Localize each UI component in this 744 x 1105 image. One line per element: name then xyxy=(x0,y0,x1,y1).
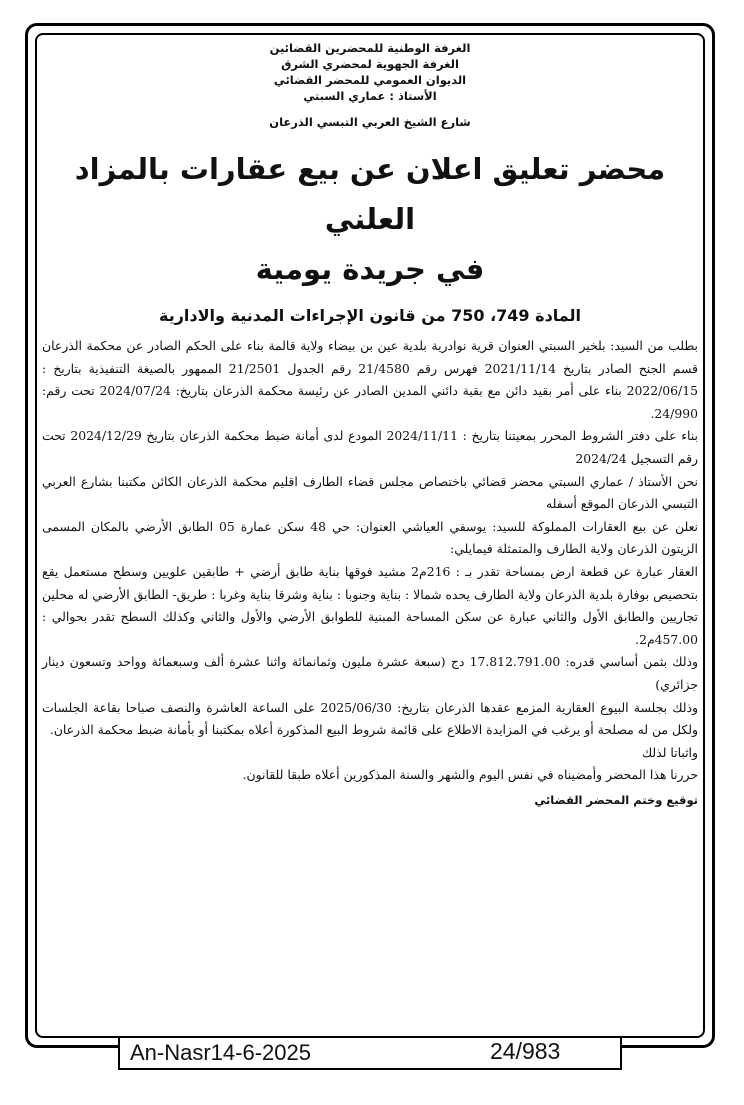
paragraph-property: العقار عبارة عن قطعة ارض بمساحة تقدر بـ : 216م2 مشيد فوقها بناية طابق أرضي + طابقين علويين وسطح مستعمل يقع بتحصيص بوفارة بلدية الذرعان ولاية الطارف يحده شمالا : بناية وجنوبا : بناية وشرقا بناية وغربا : طريق- الطابق الأرضي له محلين تجاريين والطابق الأول والثاني عبارة عن سكن المساحة المبنية للطوابق الأرضي والأول والثاني وكذلك السطح تقدر بحوالي : 457.00م2. xyxy=(42,563,698,647)
publication-date: An-Nasr14-6-2025 xyxy=(130,1040,311,1065)
paragraph-price: وذلك بثمن أساسي قدره: 17.812.791.00 دج (سبعة عشرة مليون وثمانمائة واثنا عشرة ألف وسبعمائة وواحد وتسعون دينار جزائري) xyxy=(42,654,698,692)
legal-reference: المادة 749، 750 من قانون الإجراءات المدنية والادارية xyxy=(158,306,582,325)
title-line-1: محضر تعليق اعلان عن بيع عقارات بالمزاد العلني xyxy=(74,152,666,236)
paragraph-proof: واثباتا لذلك xyxy=(641,744,698,760)
title-line-2: في جريدة يومية xyxy=(255,252,485,286)
letterhead xyxy=(42,40,698,130)
paragraph-session: وذلك بجلسة البيوع العقارية المزمع عقدها الذرعان بتاريخ: 2025/06/30 على الساعة العاشرة والنصف صباحا بقاعة الجلسات ولكل من له مصلحة أو يرغب في المزايدة الاطلاع على قائمة شروط البيع المذكورة أعلاه بمكتبنا أو بأمانة ضبط محكمة الذرعان. xyxy=(42,699,698,738)
paragraph-specifications: بناء على دفتر الشروط المحرر بمعيتنا بتاريخ : 2024/11/11 المودع لدى أمانة ضبط محكمة الذرعان بتاريخ 2024/12/29 تحت رقم التسجيل 2024/24 xyxy=(42,428,698,466)
signature-label: توقيع وختم المحضر القضائي xyxy=(534,792,698,807)
paragraph-closing: حررنا هذا المحضر وأمضيناه في نفس اليوم والشهر والسنة المذكورين أعلاه طبقا للقانون. xyxy=(242,767,698,783)
notice-number: 24/983 xyxy=(490,1038,561,1064)
publication-footer xyxy=(118,1038,622,1070)
notice-body xyxy=(42,335,698,787)
letterhead-line-3: الديوان العمومي للمحضر القضائي xyxy=(273,73,467,87)
letterhead-line-2: الغرفة الجهوية لمحضري الشرق xyxy=(281,57,459,71)
letterhead-line-1: الغرفة الوطنية للمحضرين القضائين xyxy=(269,41,471,55)
notice-content xyxy=(42,40,698,807)
letterhead-address: شارع الشيخ العربي التبسي الذرعان xyxy=(269,115,471,129)
paragraph-request: بطلب من السيد: بلخير السبتي العنوان قرية نوادرية بلدية عين بن بيضاء ولاية قالمة بناء على الحكم الصادر عن محكمة الذرعان قسم الجنح الصادر بتاريخ 2021/11/14 فهرس رقم 21/4580 رقم الجدول 21/2501 الممهور بالصيغة التنفيذية بتاريخ : 2022/06/15 بناء على أمر بقيد دائن مع بقية دائني المدين الصادر عن رئيسة محكمة الذرعان بتاريخ: 2024/07/24 تحت رقم: 24/990. xyxy=(42,338,698,421)
letterhead-line-4: الأستاذ : عماري السبتي xyxy=(303,89,437,103)
notice-title xyxy=(42,144,698,294)
paragraph-owner: نعلن عن بيع العقارات المملوكة للسيد: يوسفي العياشي العنوان: حي 48 سكن عمارة 05 الطابق الأرضي بالمكان المسمى الزيتون الذرعان ولاية الطارف والمتمثلة فيمايلي: xyxy=(42,518,698,557)
paragraph-bailiff: نحن الأستاذ / عماري السبتي محضر قضائي باختصاص مجلس قضاء الطارف اقليم محكمة الذرعان الكائن مكتبنا بشارع العربي التبسي الذرعان الموقع أسفله xyxy=(42,473,698,512)
